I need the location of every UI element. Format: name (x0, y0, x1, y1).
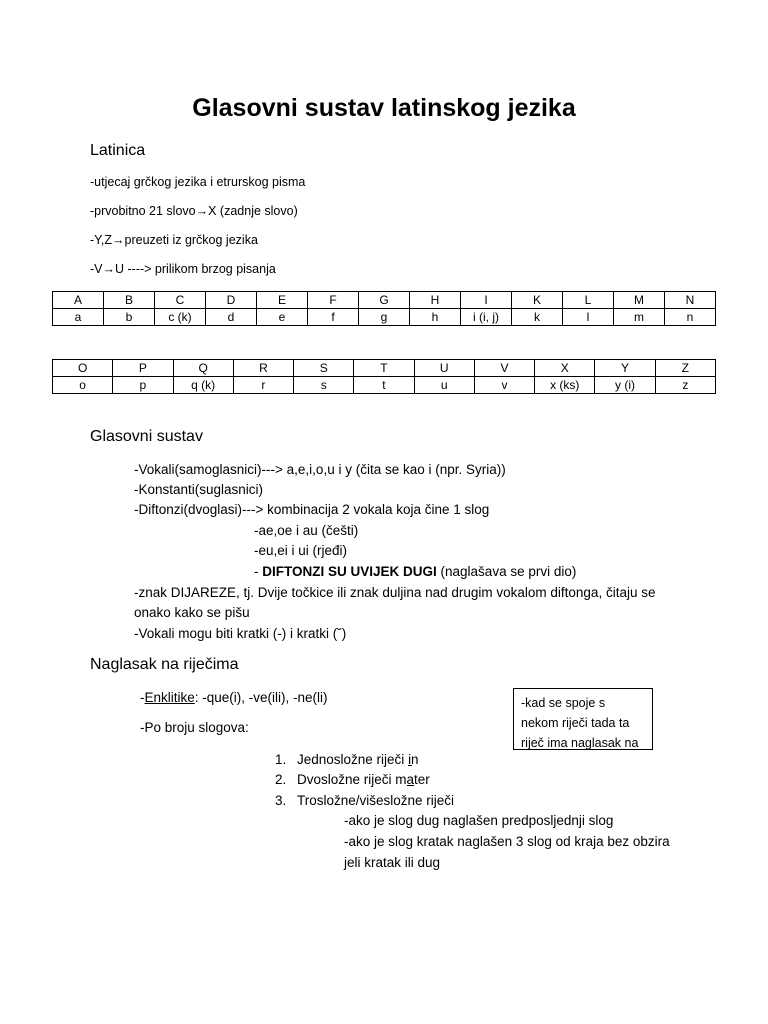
table-cell: I (461, 292, 512, 309)
text-line: -eu,ei i ui (rjeđi) (254, 543, 348, 558)
note-box (513, 688, 653, 750)
table-cell: C (155, 292, 206, 309)
text-line: -Konstanti(suglasnici) (134, 482, 264, 497)
text-fragment: Jednosložne riječi (297, 752, 409, 767)
table-cell: x (ks) (535, 377, 595, 394)
alphabet-table-2 (52, 359, 716, 394)
macron-mark (408, 765, 412, 766)
text-line-enklitike (140, 690, 328, 705)
table-cell: O (53, 360, 113, 377)
table-cell: S (294, 360, 354, 377)
text-fragment: in (408, 752, 419, 767)
table-cell: R (233, 360, 293, 377)
text-line: -Vokali(samoglasnici)---> a,e,i,o,u i y (čita se kao i (npr. Syria)) (134, 462, 506, 477)
bold-text: DIFTONZI SU UVIJEK DUGI (262, 564, 437, 579)
table-cell: a (53, 309, 104, 326)
table-cell: Z (655, 360, 715, 377)
table-cell: y (i) (595, 377, 655, 394)
note-line: -kad se spoje s (521, 696, 606, 710)
text-line: -Vokali mogu biti kratki (-) i kratki (˘) (134, 626, 347, 641)
list-number: 3. (275, 793, 287, 808)
list-number: 1. (275, 752, 287, 767)
table-cell: h (410, 309, 461, 326)
table-cell: G (359, 292, 410, 309)
table-cell: r (233, 377, 293, 394)
text-fragment: - (254, 564, 263, 579)
table-cell: u (414, 377, 474, 394)
table-cell: n (665, 309, 716, 326)
table-cell: l (563, 309, 614, 326)
note-line: nekom riječi tada ta (521, 716, 630, 730)
table-cell: c (k) (155, 309, 206, 326)
list-item: Trosložne/višesložne riječi (297, 793, 455, 808)
table-cell: M (614, 292, 665, 309)
table-cell: s (294, 377, 354, 394)
text-line: -prvobitno 21 slovo→X (zadnje slovo) (90, 204, 298, 218)
table-cell: U (414, 360, 474, 377)
table-row-upper (53, 360, 716, 377)
section-heading-glasovni-sustav: Glasovni sustav (90, 428, 203, 445)
text-line: -utjecaj grčkog jezika i etrurskog pisma (90, 175, 306, 189)
table-cell: z (655, 377, 715, 394)
table-cell: V (474, 360, 534, 377)
table-cell: e (257, 309, 308, 326)
text-fragment: (naglašava se prvi dio) (436, 564, 577, 579)
text-line: -V→U ----> prilikom brzog pisanja (90, 262, 276, 276)
table-cell: D (206, 292, 257, 309)
macron-mark (407, 785, 414, 786)
table-cell: f (308, 309, 359, 326)
table-cell: p (113, 377, 173, 394)
table-cell: k (512, 309, 563, 326)
table-cell: E (257, 292, 308, 309)
text-line: -ako je slog kratak naglašen 3 slog od kraja bez obzira (344, 834, 670, 849)
table-cell: m (614, 309, 665, 326)
table-cell: A (53, 292, 104, 309)
text-fragment: - (140, 690, 145, 705)
macron-word (407, 772, 430, 787)
table-cell: L (563, 292, 614, 309)
text-line: -ae,oe i au (češti) (254, 523, 359, 538)
table-cell: T (354, 360, 414, 377)
table-cell: X (535, 360, 595, 377)
table-cell: q (k) (173, 377, 233, 394)
macron-word (408, 752, 419, 767)
table-cell: Q (173, 360, 233, 377)
table-row-upper (53, 292, 716, 309)
list-number: 2. (275, 772, 287, 787)
table-cell: o (53, 377, 113, 394)
text-line: -Po broju slogova: (140, 720, 249, 735)
table-cell: v (474, 377, 534, 394)
table-cell: N (665, 292, 716, 309)
table-cell: i (i, j) (461, 309, 512, 326)
table-cell: F (308, 292, 359, 309)
section-heading-latinica: Latinica (90, 142, 146, 159)
table-cell: B (104, 292, 155, 309)
text-fragment: ater (406, 772, 430, 787)
text-line: onako kako se pišu (134, 605, 250, 620)
table-cell: Y (595, 360, 655, 377)
text-line: jeli kratak ili dug (344, 855, 441, 870)
underlined-text: Enklitike (144, 690, 195, 705)
table-cell: H (410, 292, 461, 309)
note-line: riječ ima naglasak na (521, 736, 639, 750)
table-cell: K (512, 292, 563, 309)
text-fragment: : -que(i), -ve(ili), -ne(li) (194, 690, 328, 705)
table-cell: b (104, 309, 155, 326)
list-item (297, 752, 419, 767)
list-item (297, 772, 430, 787)
table-row-lower (53, 309, 716, 326)
text-line: -ako je slog dug naglašen predposljednji slog (344, 813, 614, 828)
table-cell: g (359, 309, 410, 326)
table-cell: P (113, 360, 173, 377)
table-cell: t (354, 377, 414, 394)
text-line: -Diftonzi(dvoglasi)---> kombinacija 2 vokala koja čine 1 slog (134, 502, 490, 517)
text-line: -znak DIJAREZE, tj. Dvije točkice ili znak duljina nad drugim vokalom diftonga, čitaju se (134, 585, 656, 600)
section-heading-naglasak: Naglasak na riječima (90, 656, 239, 673)
table-row-lower (53, 377, 716, 394)
table-cell: d (206, 309, 257, 326)
text-line-diftonzi-dugi (254, 564, 576, 579)
text-fragment: Dvosložne riječi m (297, 772, 407, 787)
page-title: Glasovni sustav latinskog jezika (192, 94, 576, 122)
alphabet-table-1 (52, 291, 716, 326)
text-line: -Y,Z→preuzeti iz grčkog jezika (90, 233, 258, 247)
